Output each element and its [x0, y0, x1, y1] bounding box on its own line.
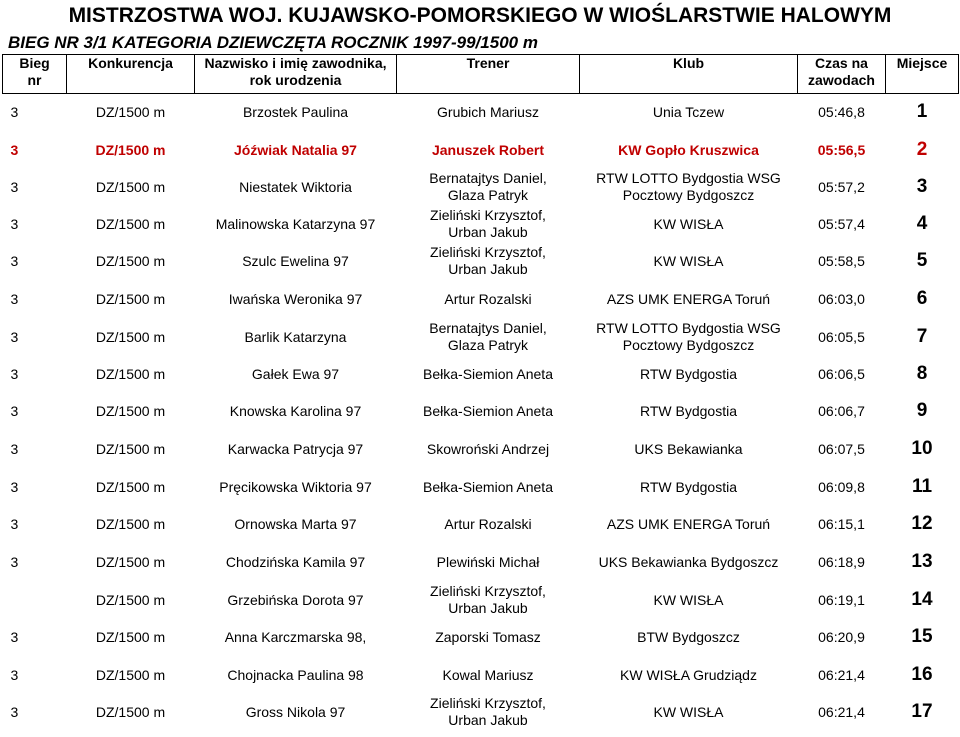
cell-miejsce: 11: [911, 475, 933, 497]
cell-trener: Artur Rozalski: [444, 290, 532, 307]
cell-trener: Plewiński Michał: [436, 553, 540, 570]
cell-miejsce: 8: [916, 363, 928, 384]
cell-konkurencja: DZ/1500 m: [95, 179, 166, 195]
cell-miejsce: 10: [911, 437, 933, 459]
cell-czas: 05:57,2: [818, 179, 865, 195]
table-header: [3, 55, 959, 94]
cell-klub: AZS UMK ENERGA Toruń: [606, 290, 771, 307]
cell-zawodnik: Karwacka Patrycja 97: [227, 440, 364, 457]
cell-zawodnik: Pręcikowska Wiktoria 97: [219, 478, 372, 495]
cell-trener: Januszek Robert: [431, 141, 545, 158]
cell-czas: 06:03,0: [818, 290, 865, 307]
cell-bieg: 3: [10, 666, 19, 683]
cell-miejsce: 7: [916, 325, 928, 347]
cell-trener: Skowroński Andrzej: [426, 440, 550, 457]
cell-bieg: 3: [10, 216, 19, 232]
cell-trener: Artur Rozalski: [444, 516, 532, 532]
table-row: [3, 243, 959, 280]
cell-czas: 05:58,5: [818, 253, 865, 269]
cell-klub: AZS UMK ENERGA Toruń: [606, 516, 771, 532]
cell-zawodnik: Chojnacka Paulina 98: [227, 666, 364, 683]
header-trener: Trener: [397, 55, 580, 94]
cell-bieg: 3: [10, 478, 19, 495]
table-row: [3, 581, 959, 619]
cell-miejsce: 13: [911, 550, 933, 572]
cell-czas: 05:46,8: [818, 104, 865, 121]
cell-zawodnik: Malinowska Katarzyna 97: [215, 216, 376, 232]
cell-trener: Bernatajtys Daniel, Glaza Patryk: [429, 319, 547, 353]
cell-bieg: 3: [10, 290, 19, 307]
cell-trener: Zieliński Krzysztof, Urban Jakub: [430, 207, 546, 240]
cell-klub: RTW LOTTO Bydgostia WSG Pocztowy Bydgoszcz: [596, 319, 781, 353]
cell-konkurencja: DZ/1500 m: [95, 629, 166, 645]
cell-czas: 06:15,1: [818, 516, 865, 532]
cell-miejsce: 3: [916, 176, 928, 197]
cell-konkurencja: DZ/1500 m: [95, 553, 166, 570]
table-row: [3, 206, 959, 243]
cell-zawodnik: Barlik Katarzyna: [244, 328, 347, 345]
cell-klub: RTW LOTTO Bydgostia WSG Pocztowy Bydgoszcz: [596, 170, 781, 203]
cell-trener: Bełka-Siemion Aneta: [423, 366, 553, 382]
cell-konkurencja: DZ/1500 m: [95, 104, 166, 121]
table-row: [3, 280, 959, 318]
cell-klub: Unia Tczew: [652, 104, 725, 121]
table-row: [3, 468, 959, 506]
cell-trener: Zieliński Krzysztof, Urban Jakub: [430, 244, 546, 277]
cell-bieg: 3: [10, 253, 19, 269]
cell-zawodnik: Gross Nikola 97: [245, 704, 346, 720]
table-body: [3, 94, 959, 731]
cell-bieg: 3: [10, 366, 19, 382]
cell-czas: 06:06,5: [818, 366, 865, 382]
table-row: [3, 543, 959, 581]
cell-konkurencja: DZ/1500 m: [95, 704, 166, 720]
cell-czas: 06:19,1: [818, 591, 865, 608]
cell-bieg: 3: [10, 104, 19, 121]
table-row: [3, 393, 959, 430]
cell-czas: 06:18,9: [818, 553, 865, 570]
cell-konkurencja: DZ/1500 m: [95, 478, 166, 495]
cell-klub: RTW Bydgostia: [640, 478, 737, 495]
table-row: [3, 694, 959, 731]
cell-konkurencja: DZ/1500 m: [95, 666, 166, 683]
header-miejsce: Miejsce: [886, 55, 959, 94]
cell-miejsce: 14: [911, 588, 933, 610]
cell-zawodnik: Niestatek Wiktoria: [239, 179, 352, 195]
table-row: [3, 131, 959, 169]
cell-bieg: 3: [10, 403, 19, 419]
cell-czas: 05:56,5: [817, 141, 866, 158]
cell-klub: KW WISŁA Grudziądz: [620, 666, 757, 683]
table-row: [3, 619, 959, 656]
cell-bieg: 3: [10, 629, 19, 645]
cell-bieg: 3: [10, 179, 19, 195]
cell-miejsce: 15: [911, 626, 933, 647]
cell-czas: 06:20,9: [818, 629, 865, 645]
cell-miejsce: 1: [916, 101, 928, 123]
table-row: [3, 169, 959, 206]
cell-zawodnik: Knowska Karolina 97: [229, 403, 362, 419]
cell-miejsce: 2: [916, 138, 928, 160]
cell-trener: Zieliński Krzysztof, Urban Jakub: [430, 582, 546, 616]
cell-konkurencja: DZ/1500 m: [95, 290, 166, 307]
cell-konkurencja: DZ/1500 m: [95, 591, 166, 608]
cell-czas: 06:09,8: [818, 478, 865, 495]
cell-miejsce: 12: [911, 513, 933, 534]
cell-miejsce: 17: [911, 701, 933, 722]
cell-zawodnik: Anna Karczmarska 98,: [224, 629, 367, 645]
cell-klub: KW WISŁA: [653, 216, 724, 232]
cell-klub: KW WISŁA: [653, 591, 724, 608]
table-row: [3, 430, 959, 468]
cell-konkurencja: DZ/1500 m: [95, 141, 166, 158]
cell-konkurencja: DZ/1500 m: [95, 440, 166, 457]
cell-czas: 06:21,4: [818, 704, 865, 720]
header-czas: Czas na zawodach: [798, 55, 886, 94]
cell-czas: 06:05,5: [818, 328, 865, 345]
header-bieg: Bieg nr: [3, 55, 67, 94]
cell-klub: KW WISŁA: [653, 253, 724, 269]
cell-klub: RTW Bydgostia: [640, 403, 737, 419]
table-row: [3, 318, 959, 356]
cell-trener: Bełka-Siemion Aneta: [423, 403, 553, 419]
cell-czas: 06:06,7: [818, 403, 865, 419]
table-row: [3, 506, 959, 543]
cell-klub: UKS Bekawianka Bydgoszcz: [598, 553, 779, 570]
cell-miejsce: 6: [916, 287, 928, 309]
cell-trener: Zieliński Krzysztof, Urban Jakub: [430, 695, 546, 728]
cell-zawodnik: Grzebińska Dorota 97: [227, 591, 364, 608]
results-table: [2, 54, 959, 731]
cell-miejsce: 4: [916, 213, 928, 234]
table-row: [3, 94, 959, 131]
cell-miejsce: 16: [911, 663, 933, 685]
cell-zawodnik: Chodzińska Kamila 97: [225, 553, 366, 570]
cell-trener: Kowal Mariusz: [442, 666, 534, 683]
cell-konkurencja: DZ/1500 m: [95, 328, 166, 345]
cell-czas: 06:21,4: [818, 666, 865, 683]
cell-konkurencja: DZ/1500 m: [95, 516, 166, 532]
cell-trener: Zaporski Tomasz: [435, 629, 541, 645]
cell-konkurencja: DZ/1500 m: [95, 366, 166, 382]
cell-klub: BTW Bydgoszcz: [637, 629, 740, 645]
page-title: MISTRZOSTWA WOJ. KUJAWSKO-POMORSKIEGO W WIOŚLARSTWIE HALOWYM: [68, 4, 892, 27]
cell-czas: 05:57,4: [818, 216, 865, 232]
cell-klub: RTW Bydgostia: [640, 366, 737, 382]
cell-miejsce: 5: [916, 250, 928, 271]
cell-bieg: 3: [10, 440, 19, 457]
cell-konkurencja: DZ/1500 m: [95, 253, 166, 269]
cell-zawodnik: Ornowska Marta 97: [234, 516, 357, 532]
cell-miejsce: 9: [916, 400, 928, 421]
cell-bieg: 3: [10, 704, 19, 720]
header-konkurencja: Konkurencja: [67, 55, 195, 94]
cell-bieg: 3: [10, 328, 19, 345]
cell-zawodnik: Gałek Ewa 97: [251, 366, 340, 382]
cell-bieg: [3, 581, 67, 619]
header-klub: Klub: [580, 55, 798, 94]
cell-czas: 06:07,5: [818, 440, 865, 457]
cell-zawodnik: Szulc Ewelina 97: [242, 253, 349, 269]
cell-zawodnik: Brzostek Paulina: [242, 104, 349, 121]
cell-konkurencja: DZ/1500 m: [95, 403, 166, 419]
table-row: [3, 656, 959, 694]
cell-zawodnik: Jóźwiak Natalia 97: [234, 141, 357, 158]
cell-bieg: 3: [10, 141, 19, 158]
page-subtitle: BIEG NR 3/1 KATEGORIA DZIEWCZĘTA ROCZNIK 1997-99/1500 m: [8, 33, 538, 52]
cell-klub: UKS Bekawianka: [634, 440, 743, 457]
table-row: [3, 356, 959, 393]
cell-konkurencja: DZ/1500 m: [95, 216, 166, 232]
cell-trener: Bernatajtys Daniel, Glaza Patryk: [429, 170, 547, 203]
cell-klub: KW WISŁA: [653, 704, 724, 720]
cell-bieg: 3: [10, 553, 19, 570]
cell-zawodnik: Iwańska Weronika 97: [228, 290, 363, 307]
header-zawodnik: Nazwisko i imię zawodnika, rok urodzenia: [195, 55, 397, 94]
cell-trener: Bełka-Siemion Aneta: [423, 478, 553, 495]
cell-bieg: 3: [10, 516, 19, 532]
cell-trener: Grubich Mariusz: [437, 104, 539, 121]
cell-klub: KW Gopło Kruszwica: [618, 141, 759, 158]
